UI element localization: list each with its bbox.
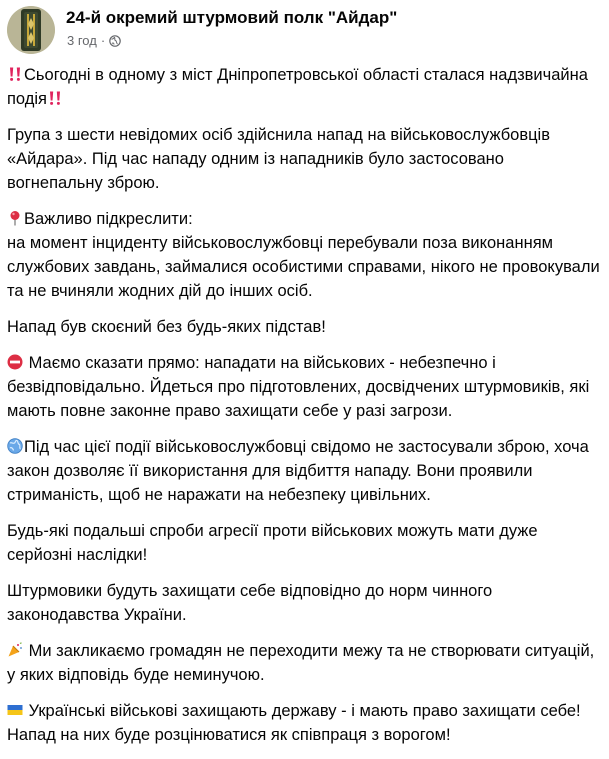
post-paragraph: [7, 699, 601, 747]
post-paragraph: [7, 519, 601, 567]
globe-icon[interactable]: [109, 35, 121, 47]
post-paragraph: [7, 639, 601, 687]
post-paragraph: [7, 435, 601, 507]
post-paragraph: [7, 123, 601, 195]
ukraine-flag-icon: [7, 702, 23, 718]
post-timestamp[interactable]: 3 год: [67, 33, 97, 48]
paragraph-text: Під час цієї події військовослужбовці свідомо не застосували зброю, хоча закон дозволяє її використання для відбиття нападу. Вони проявили стриманість, щоб не наражати на небезпеку цивільних.: [7, 438, 589, 504]
post-paragraph: [7, 315, 601, 339]
paragraph-text: Будь-які подальші спроби агресії проти військових можуть мати дуже серйозні наслідки!: [7, 522, 538, 564]
post-meta: [67, 33, 121, 48]
post-paragraph: [7, 207, 601, 303]
post-paragraph: [7, 351, 601, 423]
paragraph-text: Українські військові захищають державу - і мають право захищати себе! Напад на них буде розцінюватися як співпраця з ворогом!: [7, 702, 581, 744]
post-paragraph: [7, 63, 601, 111]
paragraph-text: Штурмовики будуть захищати себе відповідно до норм чинного законодавства України.: [7, 582, 493, 624]
paragraph-text: Сьогодні в одному з міст Дніпропетровської області сталася надзвичайна подія: [7, 66, 588, 108]
round-pushpin-icon: [7, 210, 23, 226]
page-avatar[interactable]: [7, 6, 55, 54]
paragraph-text-continued: на момент інциденту військовослужбовці перебували поза виконанням службових завдань, займалися особистими справами, нікого не провокували та не вчиняли жодних дій до інших осіб.: [7, 234, 600, 300]
meta-separator: ·: [100, 33, 106, 48]
regiment-emblem-icon: [7, 6, 55, 54]
shield-globe-icon: [7, 438, 23, 454]
post-body: [7, 63, 601, 759]
paragraph-text: Ми закликаємо громадян не переходити межу та не створювати ситуацій, у яких відповідь буде неминучою.: [7, 642, 595, 684]
post-header: [7, 0, 601, 60]
megaphone-icon: [7, 642, 23, 658]
post-paragraph: [7, 579, 601, 627]
double-exclamation-icon: [47, 90, 63, 106]
double-exclamation-icon: [7, 66, 23, 82]
paragraph-text: Напад був скоєний без будь-яких підстав!: [7, 318, 326, 336]
paragraph-text: Важливо підкреслити:: [24, 210, 193, 228]
paragraph-text: Маємо сказати прямо: нападати на військових - небезпечно і безвідповідально. Йдеться про підготовлених, досвідчених штурмовиків, які мають повне законне право захищати себе у разі загрози.: [7, 354, 590, 420]
no-entry-icon: [7, 354, 23, 370]
page-name-link[interactable]: 24-й окремий штурмовий полк "Айдар": [66, 8, 398, 27]
paragraph-text: Група з шести невідомих осіб здійснила напад на військовослужбовців «Айдара». Під час нападу одним із нападників було застосовано вогнепальну зброю.: [7, 126, 550, 192]
